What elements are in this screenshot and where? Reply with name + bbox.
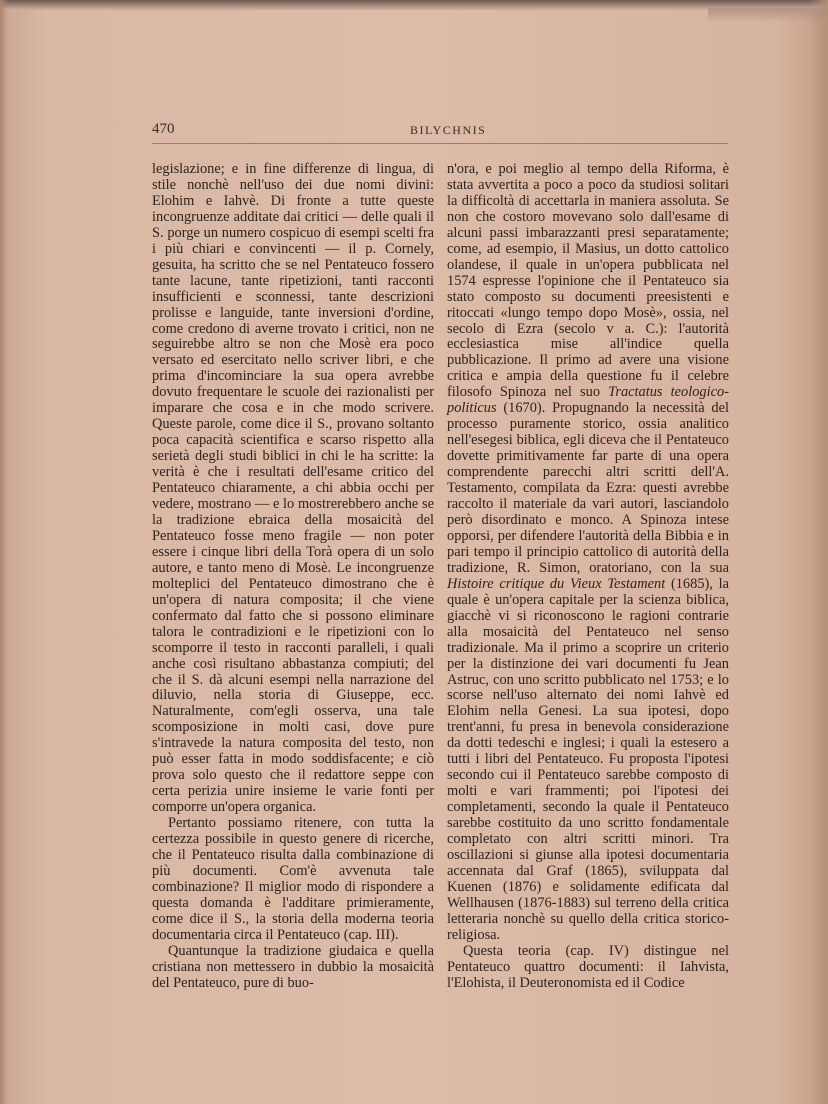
book-title-histoire: Histoire critique du Vieux Testament [447,575,666,592]
right-paragraph-1-part-c: (1685), la quale è un'opera capitale per la scienza biblica, giacchè vi si riconoscono le ragioni contrarie alla mosaicità del Pentateuco nel senso tradizionale. Ma il primo a scoprire un criterio per la distinzione dei vari documenti fu Jean Astruc, con uno scritto pubblicato nel 1753; e lo scorse nell'uso alternato dei nomi Iahvè ed Elohim nella Genesi. La sua ipotesi, dopo trent'anni, fu presa in benevola considerazione da dotti tedeschi e inglesi; i quali la estesero a tutti i libri del Pentateuco. Fu proposta l'ipotesi secondo cui il Pentateuco sarebbe composto di molti e vari frammenti; poi l'ipotesi dei completamenti, secondo la quale il Pentateuco sarebbe costituito da uno scritto fondamentale completato con altri scritti minori. Tra oscillazioni si giunse alla ipotesi documentaria accennata dal Graf (1865), sviluppata dal Kuenen (1876) e solidamente edificata dal Wellhausen (1876-1883) sul terreno della critica letteraria nonchè su quello della critica storico-religiosa. [447,575,730,943]
right-paragraph-1 [447,162,729,944]
left-paragraph-1: legislazione; e in fine differenze di lingua, di stile nonchè nell'uso dei due nomi divini: Elohim e Iahvè. Di fronte a tutte queste incongruenze additate dai critici — delle quali il S. porge un numero cospicuo di esempi scelti fra i più chiari e convincenti — il p. Cornely, gesuita, ha scritto che se nel Pentateuco fossero tante lacune, tante ripetizioni, tanti racconti insufficienti e sconnessi, tante descrizioni prolisse e languide, tante inversioni d'ordine, come credono di averne trovato i critici, non ne seguirebbe altro se non che Mosè era poco versato ed esercitato nello scriver libri, e che prima d'incominciare la sua opera avrebbe dovuto frequentare le scuole dei razionalisti per imparare che cosa e in che modo scrivere. Queste parole, come dice il S., provano soltanto poca capacità scientifica e scarso rispetto alla serietà degli studi biblici in chi le ha scritte: la verità è che i resultati dell'esame critico del Pentateuco chiaramente, a chi abbia occhi per vedere, mostrano — e lo mostrerebbero anche se la tradizione ebraica della mosaicità del Pentateuco fosse meno fragile — non poter essere i cinque libri della Torà opera di un solo autore, e tanto meno di Mosè. Le incongruenze molteplici del Pentateuco dimostrano che è un'opera di natura composita; il che viene confermato dal fatto che si possono eliminare talora le contradizioni e le ripetizioni con lo scomporre il testo in racconti paralleli, i quali anche così risultano abbastanza compiuti; del che il S. dà alcuni esempi nella narrazione del diluvio, nella storia di Giuseppe, ecc. Naturalmente, com'egli osserva, una tale scomposizione in molti casi, dove pure s'intravede la natura composita del testo, non può esser fatta in modo soddisfacente; e ciò prova solo questo che il redattore seppe con certa perizia unire insieme le varie fonti per comporre un'opera organica. [152,161,434,816]
header-rule [152,143,728,144]
right-column [447,162,729,992]
page-header [152,121,728,141]
running-title: BILYCHNIS [410,123,487,137]
right-paragraph-2: Questa teoria (cap. IV) distingue nel Pentateuco quattro documenti: il Iahvista, l'Elohista, il Deuteronomista ed il Codice [447,942,729,991]
page-left-edge [0,0,8,1104]
left-column [152,162,434,992]
page-number: 470 [152,121,175,137]
right-paragraph-1-part-a: n'ora, e poi meglio al tempo della Riforma, è stata avvertita a poco a poco da studiosi solitari la difficoltà di accettarla in maniera assoluta. Se non che costoro movevano solo dall'esame di alcuni passi imbarazzanti presi separatamente; come, ad esempio, il Masius, un dotto cattolico olandese, il quale in un'opera pubblicata nel 1574 espresse l'opinione che il Pentateuco sia stato composto su documenti preesistenti e ritoccati «lungo tempo dopo Mosè», ossia, nel secolo di Ezra (secolo v a. C.): l'autorità ecclesiastica mise all'indice quella pubblicazione. Il primo ad avere una visione critica e ampia della questione fu il celebre filosofo Spinoza nel suo [447,161,729,401]
book-title-tractatus: Tractatus teologico-politicus [447,384,729,417]
left-paragraph-2: Pertanto possiamo ritenere, con tutta la certezza possibile in questo genere di ricerche, che il Pentateuco risulta dalla combinazione di più documenti. Com'è avvenuta tale combinazione? Il miglior modo di rispondere a questa domanda è l'additare primieramente, come dice il S., la storia della moderna teoria documentaria circa il Pentateuco (cap. III). [152,815,434,943]
right-paragraph-1-part-b: (1670). Propugnando la necessità del processo puramente storico, ossia analitico nell'esegesi biblica, egli diceva che il Pentateuco dovette primitivamente far parte di una opera comprendente parecchi altri scritti dell'A. Testamento, compilata da Ezra: questi avrebbe raccolto il materiale da vari autori, lasciandolo però disordinato e monco. A Spinoza intese opporsi, per difendere l'autorità della Bibbia e in pari tempo il principio cattolico di autorità della tradizione, R. Simon, oratoriano, con la sua [447,400,729,576]
page-right-edge [810,0,828,1104]
page-top-edge [0,0,828,10]
left-paragraph-3: Quantunque la tradizione giudaica e quella cristiana non mettessero in dubbio la mosaicità del Pentateuco, pure di buo- [152,942,434,991]
